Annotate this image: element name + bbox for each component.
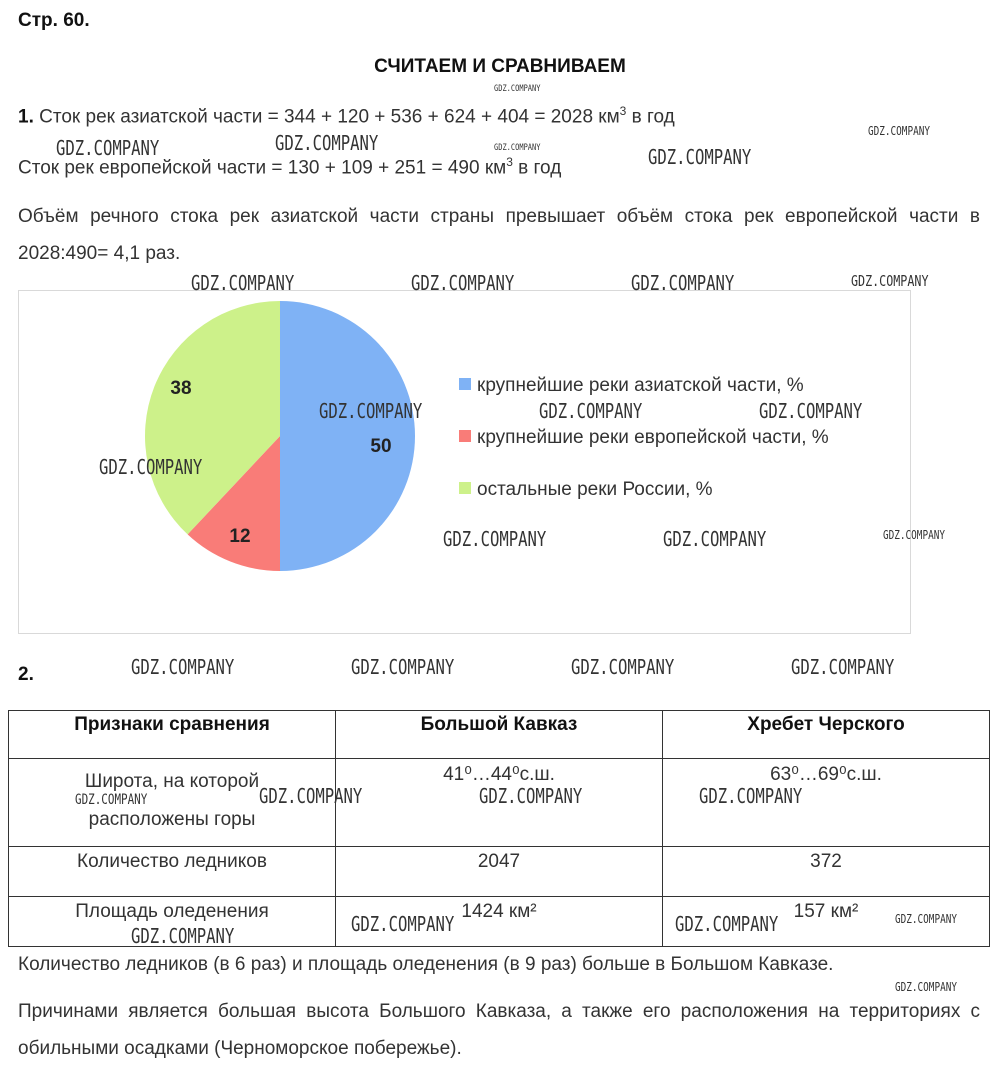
- task2-number-text: 2.: [18, 664, 34, 685]
- watermark: GDZ.COMPANY: [131, 924, 235, 948]
- watermark: GDZ.COMPANY: [319, 399, 423, 423]
- watermark: GDZ.COMPANY: [571, 655, 675, 679]
- watermark: GDZ.COMPANY: [275, 131, 379, 155]
- watermark: GDZ.COMPANY: [895, 980, 957, 994]
- watermark: GDZ.COMPANY: [443, 527, 547, 551]
- watermark: GDZ.COMPANY: [868, 124, 930, 138]
- table-cell: Количество ледников: [9, 847, 336, 897]
- pie-slice-label: 50: [370, 436, 392, 457]
- table-cell: 2047: [336, 847, 663, 897]
- table-cell: Площадь оледенения: [9, 897, 336, 947]
- legend-swatch: [459, 482, 471, 494]
- watermark: GDZ.COMPANY: [883, 528, 945, 542]
- legend-swatch: [459, 378, 471, 390]
- watermark: GDZ.COMPANY: [851, 272, 929, 290]
- watermark: GDZ.COMPANY: [191, 271, 295, 295]
- table-cell: Широта, на которой расположены горы: [9, 759, 336, 847]
- table-cell: 1424 км²: [336, 897, 663, 947]
- watermark: GDZ.COMPANY: [259, 784, 363, 808]
- table-header: Большой Кавказ: [336, 711, 663, 759]
- page-label: Стр. 60.: [18, 10, 90, 31]
- watermark: GDZ.COMPANY: [648, 145, 752, 169]
- table-cell: 157 км²: [663, 897, 990, 947]
- watermark: GDZ.COMPANY: [699, 784, 803, 808]
- watermark: GDZ.COMPANY: [675, 912, 779, 936]
- watermark: GDZ.COMPANY: [759, 399, 863, 423]
- pie-legend: [459, 375, 829, 500]
- watermark: GDZ.COMPANY: [351, 912, 455, 936]
- legend-label: остальные реки России, %: [477, 479, 713, 500]
- europe-runoff-unit-power: 3: [506, 155, 513, 169]
- watermark: GDZ.COMPANY: [631, 271, 735, 295]
- watermark: GDZ.COMPANY: [351, 655, 455, 679]
- watermark: GDZ.COMPANY: [131, 655, 235, 679]
- watermark: GDZ.COMPANY: [663, 527, 767, 551]
- watermark: GDZ.COMPANY: [539, 399, 643, 423]
- pie-slice-label: 38: [170, 378, 192, 399]
- asia-runoff-unit-power: 3: [619, 104, 627, 118]
- watermark: GDZ.COMPANY: [494, 143, 541, 153]
- europe-runoff-text: Сток рек европейской части = 130 + 109 + 251 = 490 км: [18, 157, 507, 179]
- task2-conclusion-2: Причинами является большая высота Большого Кавказа, а также его расположения на территориях с обильными осадками (Черноморское побережье).: [18, 1001, 980, 1059]
- table-header: Признаки сравнения: [9, 711, 336, 759]
- asia-runoff-text: Сток рек азиатской части = 344 + 120 + 536 + 624 + 404 = 2028 км: [39, 106, 620, 128]
- task2-conclusion-1: Количество ледников (в 6 раз) и площадь оледенения (в 9 раз) больше в Большом Кавказе.: [18, 954, 834, 975]
- legend-label: крупнейшие реки азиатской части, %: [477, 375, 804, 396]
- page-title: СЧИТАЕМ И СРАВНИВАЕМ: [374, 56, 626, 77]
- task1-number: 1.: [18, 106, 34, 128]
- table-header-row: [9, 711, 990, 759]
- pie-slice-label: 12: [229, 526, 251, 547]
- pie-slice: [280, 301, 415, 571]
- table-row: [9, 847, 990, 897]
- watermark: GDZ.COMPANY: [479, 784, 583, 808]
- watermark: GDZ.COMPANY: [99, 455, 203, 479]
- asia-runoff-line: [18, 104, 675, 128]
- table-cell: 41⁰…44⁰с.ш.: [336, 759, 663, 847]
- task2-number: [18, 664, 34, 686]
- legend-label: крупнейшие реки европейской части, %: [477, 427, 829, 448]
- table-header: Хребет Черского: [663, 711, 990, 759]
- asia-runoff-tail: в год: [626, 106, 675, 128]
- table-cell: 63⁰…69⁰с.ш.: [663, 759, 990, 847]
- watermark: GDZ.COMPANY: [895, 912, 957, 926]
- watermark: GDZ.COMPANY: [56, 136, 160, 160]
- europe-runoff-tail: в год: [512, 157, 562, 179]
- watermark: GDZ.COMPANY: [791, 655, 895, 679]
- watermark: GDZ.COMPANY: [411, 271, 515, 295]
- task1-conclusion: Объём речного стока рек азиатской части страны превышает объём стока рек европейской части в 2028:490= 4,1 раз.: [18, 206, 980, 264]
- table-cell: 372: [663, 847, 990, 897]
- watermark: GDZ.COMPANY: [494, 84, 541, 94]
- comparison-table: [8, 710, 990, 947]
- watermark: GDZ.COMPANY: [75, 792, 148, 808]
- legend-swatch: [459, 430, 471, 442]
